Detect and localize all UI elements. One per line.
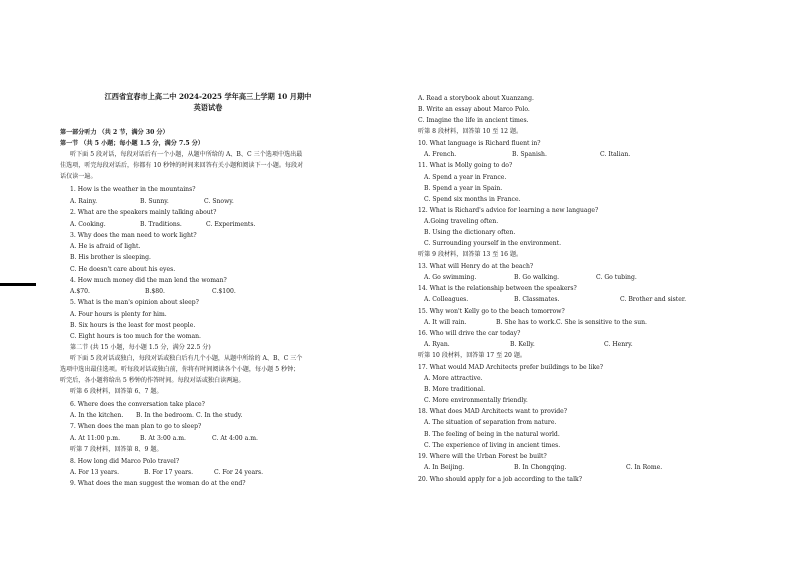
option-a: A. For 13 years. — [70, 469, 120, 476]
option-a: A. In the kitchen. — [70, 412, 124, 419]
material-note: 听第 9 段材料，回答第 13 至 16 题。 — [418, 251, 523, 258]
option-b: B. Spanish. — [512, 151, 547, 158]
option-a: A. Four hours is plenty for him. — [70, 311, 167, 318]
section2-instructions: 听下面 5 段对话或独白，每段对话或独白后有几个小题，从题中所给的 A、B、C 三个 — [70, 355, 303, 362]
question-15: 15. Why won't Kelly go to the beach tomorrow? — [418, 308, 565, 315]
option-c: C. Brother and sister. — [620, 296, 687, 303]
option-b: B. Sunny. — [140, 198, 169, 205]
option-b: B. Traditions. — [140, 221, 182, 228]
option-a: A. The situation of separation from nature. — [424, 419, 557, 426]
option-b: B.$80. — [145, 288, 165, 295]
option-a: A. At 11:00 p.m. — [70, 435, 121, 442]
question-13: 13. What will Henry do at the beach? — [418, 263, 534, 270]
option-c: C. More environmentally friendly. — [424, 397, 528, 404]
option-a: A. He is afraid of light. — [70, 243, 141, 250]
option-a: A. More attractive. — [424, 375, 483, 382]
option-b: B. Go walking. — [514, 274, 560, 281]
material-note: 听第 6 段材料，回答第 6、7 题。 — [70, 388, 163, 395]
option-c: C. Surrounding yourself in the environment. — [424, 240, 562, 247]
section1-instructions: 听下面 5 段对话，每段对话后有一个小题，从题中所给的 A、B、C 三个选项中选出最 — [70, 151, 303, 158]
section2-instructions: 听完后，各小题将给出 5 秒钟的作答时间。每段对话或独白读两遍。 — [60, 377, 245, 384]
option-b: B. The feeling of being in the natural world. — [424, 431, 560, 438]
option-b: B. She has to work. — [496, 319, 557, 326]
material-note: 听第 10 段材料，回答第 17 至 20 题。 — [418, 352, 527, 359]
option-c: C. For 24 years. — [214, 469, 264, 476]
option-c: C. She is sensitive to the sun. — [556, 319, 647, 326]
section2-instructions: 选项中选出最佳选项。听每段对话或独白前，你将有时间阅读各个小题，每小题 5 秒钟； — [60, 366, 300, 373]
section1-heading: 第一节 （共 5 小题；每小题 1.5 分，满分 7.5 分） — [60, 140, 204, 147]
option-c: C. The experience of living in ancient times. — [424, 442, 561, 449]
question-9: 9. What does the man suggest the woman do at the end? — [70, 480, 246, 487]
option-c: C. He doesn't care about his eyes. — [70, 266, 176, 273]
option-a: A. Rainy. — [70, 198, 98, 205]
question-14: 14. What is the relationship between the speakers? — [418, 285, 577, 292]
question-18: 18. What does MAD Architects want to provide? — [418, 408, 567, 415]
question-1: 1. How is the weather in the mountains? — [70, 186, 196, 193]
option-a: A. Ryan. — [424, 341, 450, 348]
option-b: B. More traditional. — [424, 386, 486, 393]
question-2: 2. What are the speakers mainly talking about? — [70, 209, 217, 216]
option-b: B. Six hours is the least for most people. — [70, 322, 196, 329]
question-11: 11. What is Molly going to do? — [418, 162, 513, 169]
question-4: 4. How much money did the man lend the woman? — [70, 277, 227, 284]
option-a: A. Colleagues. — [424, 296, 469, 303]
exam-subtitle: 英语试卷 — [193, 103, 223, 112]
option-c: C. Experiments. — [206, 221, 256, 228]
material-note: 听第 7 段材料，回答第 8、9 题。 — [70, 446, 163, 453]
option-a: A.$70. — [70, 288, 90, 295]
question-10: 10. What language is Richard fluent in? — [418, 140, 541, 147]
option-a: A. It will rain. — [424, 319, 467, 326]
option-b: B. Classmates. — [514, 296, 560, 303]
question-17: 17. What would MAD Architects prefer buildings to be like? — [418, 364, 604, 371]
option-a: A. Read a storybook about Xuanzang. — [418, 95, 534, 102]
part1-heading: 第一部分听力 （共 2 节，满分 30 分） — [60, 129, 169, 136]
option-b: B. His brother is sleeping. — [70, 254, 151, 261]
option-c: C. In Rome. — [626, 464, 663, 471]
option-b: B. In the bedroom. — [136, 412, 194, 419]
question-20: 20. Who should apply for a job according to the talk? — [418, 476, 582, 483]
option-b: B. In Chongqing. — [514, 464, 567, 471]
option-c: C. In the study. — [196, 412, 243, 419]
option-c: C. Henry. — [604, 341, 633, 348]
margin-binding-mark — [0, 283, 36, 286]
option-b: B. For 17 years. — [144, 469, 194, 476]
question-5: 5. What is the man's opinion about sleep? — [70, 299, 199, 306]
question-19: 19. Where will the Urban Forest be built? — [418, 453, 547, 460]
option-b: B. Write an essay about Marco Polo. — [418, 106, 530, 113]
option-b: B. Kelly. — [510, 341, 535, 348]
exam-title: 江西省宜春市上高二中 2024-2025 学年高三上学期 10 月期中 — [104, 92, 312, 101]
option-c: C. Eight hours is too much for the woman. — [70, 333, 201, 340]
option-c: C. Go tubing. — [596, 274, 637, 281]
section1-instructions: 佳选项，听完每段对话后，你都有 10 秒钟的时间来回答有关小题和阅读下一小题。每段对 — [60, 162, 304, 169]
option-b: B. Using the dictionary often. — [424, 229, 516, 236]
question-16: 16. Who will drive the car today? — [418, 330, 521, 337]
option-a: A. Cooking. — [70, 221, 106, 228]
option-b: B. Spend a year in Spain. — [424, 185, 503, 192]
option-c: C. Imagine the life in ancient times. — [418, 117, 529, 124]
option-a: A. Spend a year in France. — [424, 174, 507, 181]
option-c: C. Spend six months in France. — [424, 196, 521, 203]
option-b: B. At 3:00 a.m. — [140, 435, 186, 442]
question-12: 12. What is Richard's advice for learning a new language? — [418, 207, 599, 214]
option-a: A.Going traveling often. — [424, 218, 499, 225]
option-a: A. Go swimming. — [424, 274, 477, 281]
material-note: 听第 8 段材料，回答第 10 至 12 题。 — [418, 128, 523, 135]
question-8: 8. How long did Marco Polo travel? — [70, 458, 180, 465]
option-c: C.$100. — [212, 288, 236, 295]
option-c: C. Italian. — [600, 151, 631, 158]
section2-heading: 第二节 (共 15 小题，每小题 1.5 分，满分 22.5 分) — [70, 344, 211, 351]
section1-instructions: 话仅读一遍。 — [60, 173, 97, 180]
question-3: 3. Why does the man need to work light? — [70, 232, 197, 239]
question-6: 6. Where does the conversation take place? — [70, 401, 205, 408]
option-c: C. Snowy. — [204, 198, 234, 205]
option-a: A. French. — [424, 151, 457, 158]
option-a: A. In Beijing. — [424, 464, 465, 471]
question-7: 7. When does the man plan to go to sleep? — [70, 423, 202, 430]
option-c: C. At 4:00 a.m. — [212, 435, 258, 442]
